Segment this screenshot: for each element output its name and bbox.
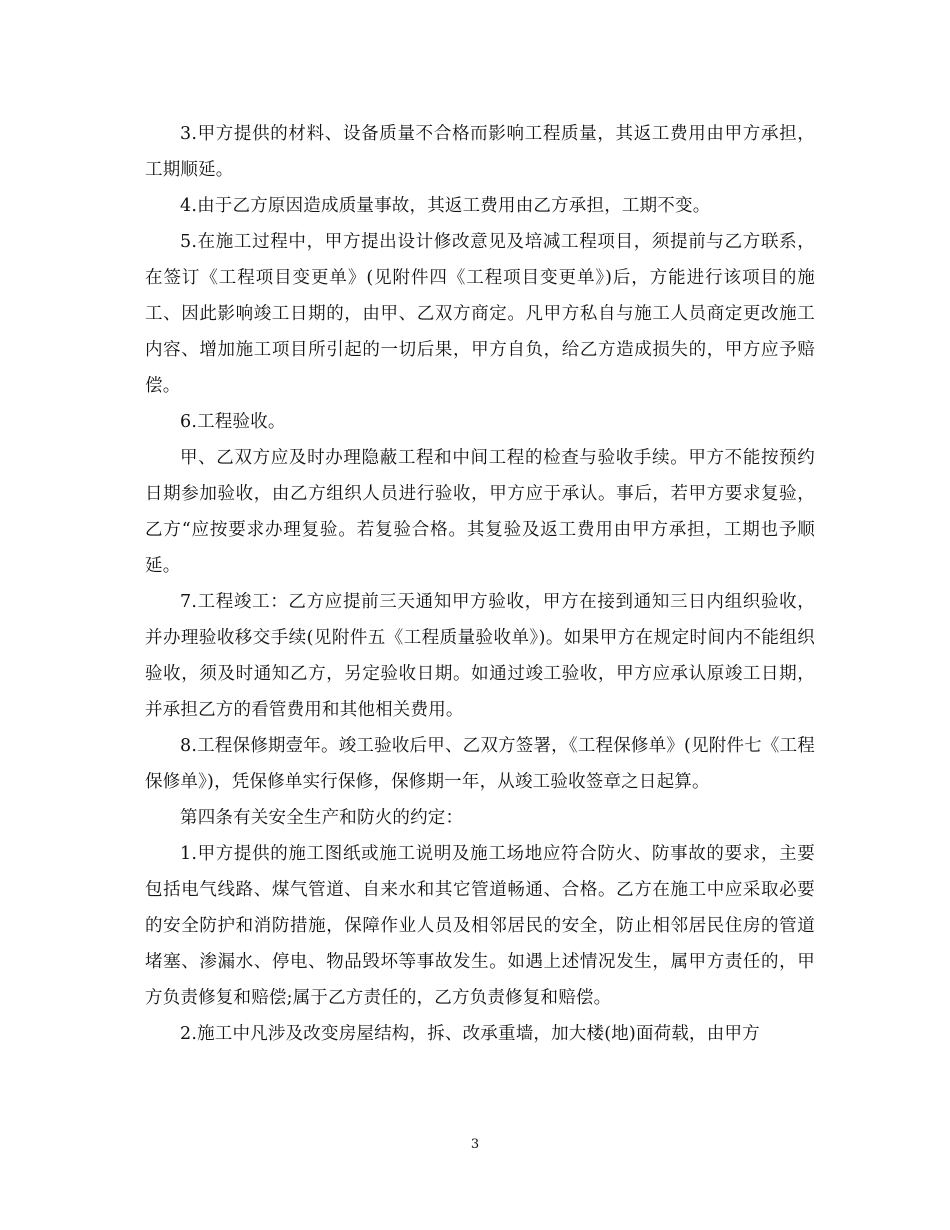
page-number: 3	[470, 1137, 480, 1152]
paragraph-clause-6-body: 甲、乙双方应及时办理隐蔽工程和中间工程的检查与验收手续。甲方不能按预约日期参加验收，由乙方组织人员进行验收，甲方应于承认。事后，若甲方要求复验，乙方“应按要求办理复验。若复验合格。其复验及返工费用由甲方承担，工期也予顺延。	[145, 448, 815, 576]
section-heading-article-4: 第四条有关安全生产和防火的约定：	[180, 808, 464, 828]
paragraph-clause-5: 5.在施工过程中，甲方提出设计修改意见及培减工程项目，须提前与乙方联系，在签订《工程项目变更单》(见附件四《工程项目变更单》)后，方能进行该项目的施工、因此影响竣工日期的，由甲、乙双方商定。凡甲方私自与施工人员商定更改施工内容、增加施工项目所引起的一切后果，甲方自负，给乙方造成损失的，甲方应予赔偿。	[145, 232, 815, 396]
paragraph-clause-3: 3.甲方提供的材料、设备质量不合格而影响工程质量，其返工费用由甲方承担，工期顺延。	[145, 124, 815, 180]
paragraph-clause-8: 8.工程保修期壹年。竣工验收后甲、乙双方签署，《工程保修单》(见附件七《工程保修单》)，凭保修单实行保修，保修期一年，从竣工验收签章之日起算。	[145, 736, 815, 792]
paragraph-clause-7: 7.工程竣工：乙方应提前三天通知甲方验收，甲方在接到通知三日内组织验收，并办理验收移交手续(见附件五《工程质量验收单》)。如果甲方在规定时间内不能组织验收，须及时通知乙方，另定验收日期。如通过竣工验收，甲方应承认原竣工日期，并承担乙方的看管费用和其他相关费用。	[145, 592, 815, 720]
paragraph-safety-1: 1.甲方提供的施工图纸或施工说明及施工场地应符合防火、防事故的要求，主要包括电气线路、煤气管道、自来水和其它管道畅通、合格。乙方在施工中应采取必要的安全防护和消防措施，保障作业人员及相邻居民的安全，防止相邻居民住房的管道堵塞、渗漏水、停电、物品毁坏等事故发生。如遇上述情况发生，属甲方责任的，甲方负责修复和赔偿;属于乙方责任的，乙方负责修复和赔偿。	[145, 844, 815, 1008]
paragraph-safety-2: 2.施工中凡涉及改变房屋结构，拆、改承重墙，加大楼(地)面荷载，由甲方	[180, 1024, 760, 1044]
paragraph-clause-4: 4.由于乙方原因造成质量事故，其返工费用由乙方承担，工期不变。	[180, 196, 711, 216]
paragraph-clause-6-heading: 6.工程验收。	[180, 412, 286, 432]
document-body	[145, 116, 815, 1052]
